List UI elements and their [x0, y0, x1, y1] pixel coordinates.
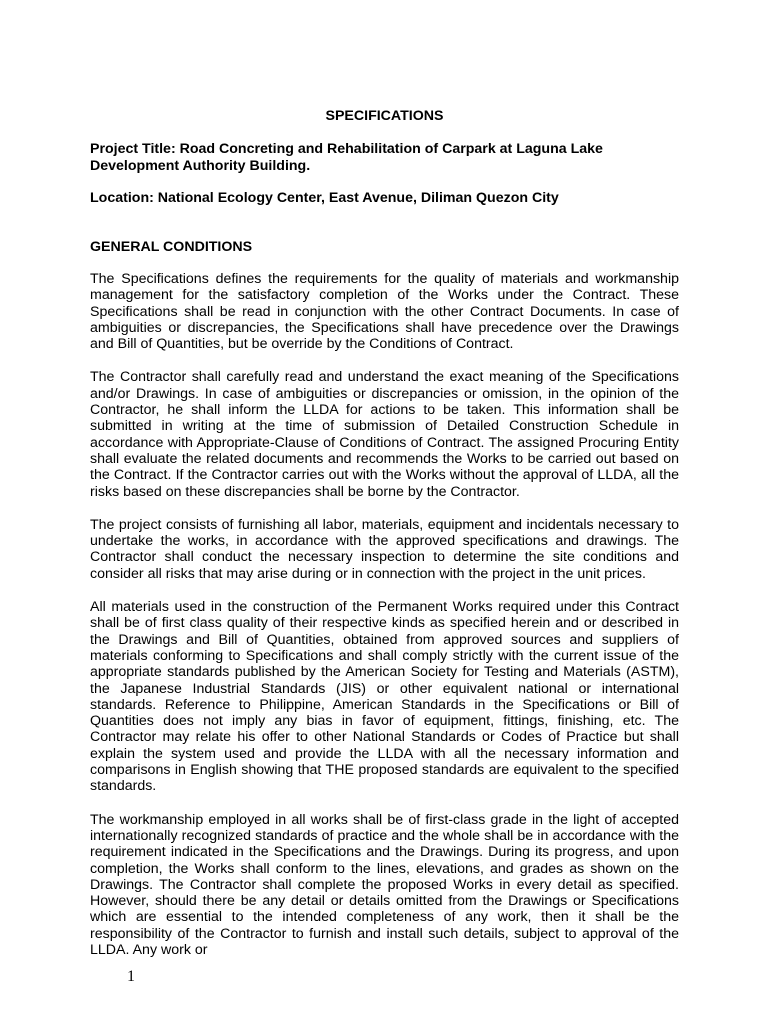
project-title: Project Title: Road Concreting and Rehabilitation of Carpark at Laguna Lake Development Authority Building. — [90, 141, 603, 174]
document-title: SPECIFICATIONS — [325, 108, 444, 124]
paragraph: The Specifications defines the requirements for the quality of materials and workmanship management for the satisfactory completion of the Works under the Contract. These Specifications shall be read in conjunction with the other Contract Documents. In case of ambiguities or discrepancies, the Specifications shall have precedence over the Drawings and Bill of Quantities, but be override by the Conditions of Contract. — [90, 271, 679, 353]
project-location: Location: National Ecology Center, East Avenue, Diliman Quezon City — [90, 190, 559, 206]
paragraph: The workmanship employed in all works shall be of first-class grade in the light of accepted internationally recognized standards of practice and the whole shall be in accordance with the requirement indicated in the Specifications and the Drawings. During its progress, and upon completion, the Works shall conform to the lines, elevations, and grades as shown on the Drawings. The Contractor shall complete the proposed Works in every detail as specified. However, should there be any detail or details omitted from the Drawings or Specifications which are essential to the intended completeness of any work, then it shall be the responsibility of the Contractor to furnish and install such details, subject to approval of the LLDA. Any work or — [90, 811, 679, 958]
page-number: 1 — [127, 968, 135, 985]
document-page — [90, 108, 679, 975]
section-heading-general-conditions: GENERAL CONDITIONS — [90, 238, 253, 255]
paragraph: The Contractor shall carefully read and understand the exact meaning of the Specifications and/or Drawings. In case of ambiguities or discrepancies or omission, in the opinion of the Contractor, he shall inform the LLDA for actions to be taken. This information shall be submitted in writing at the time of submission of Detailed Construction Schedule in accordance with Appropriate-Clause of Conditions of Contract. The assigned Procuring Entity shall evaluate the related documents and recommends the Works to be carried out based on the Contract. If the Contractor carries out with the Works without the approval of LLDA, all the risks based on these discrepancies shall be borne by the Contractor. — [90, 369, 679, 500]
paragraph: The project consists of furnishing all labor, materials, equipment and incidentals necessary to undertake the works, in accordance with the approved specifications and drawings. The Contractor shall conduct the necessary inspection to determine the site conditions and consider all risks that may arise during or in connection with the project in the unit prices. — [90, 516, 679, 582]
paragraph: All materials used in the construction of the Permanent Works required under this Contract shall be of first class quality of their respective kinds as specified herein and or described in the Drawings and Bill of Quantities, obtained from approved sources and suppliers of materials conforming to Specifications and shall comply strictly with the current issue of the appropriate standards published by the American Society for Testing and Materials (ASTM), the Japanese Industrial Standards (JIS) or other equivalent national or international standards. Reference to Philippine, American Standards in the Specifications or Bill of Quantities does not imply any bias in favor of equipment, fittings, finishing, etc. The Contractor may relate his offer to other National Standards or Codes of Practice but shall explain the system used and provide the LLDA with all the necessary information and comparisons in English showing that THE proposed standards are equivalent to the specified standards. — [90, 599, 679, 795]
